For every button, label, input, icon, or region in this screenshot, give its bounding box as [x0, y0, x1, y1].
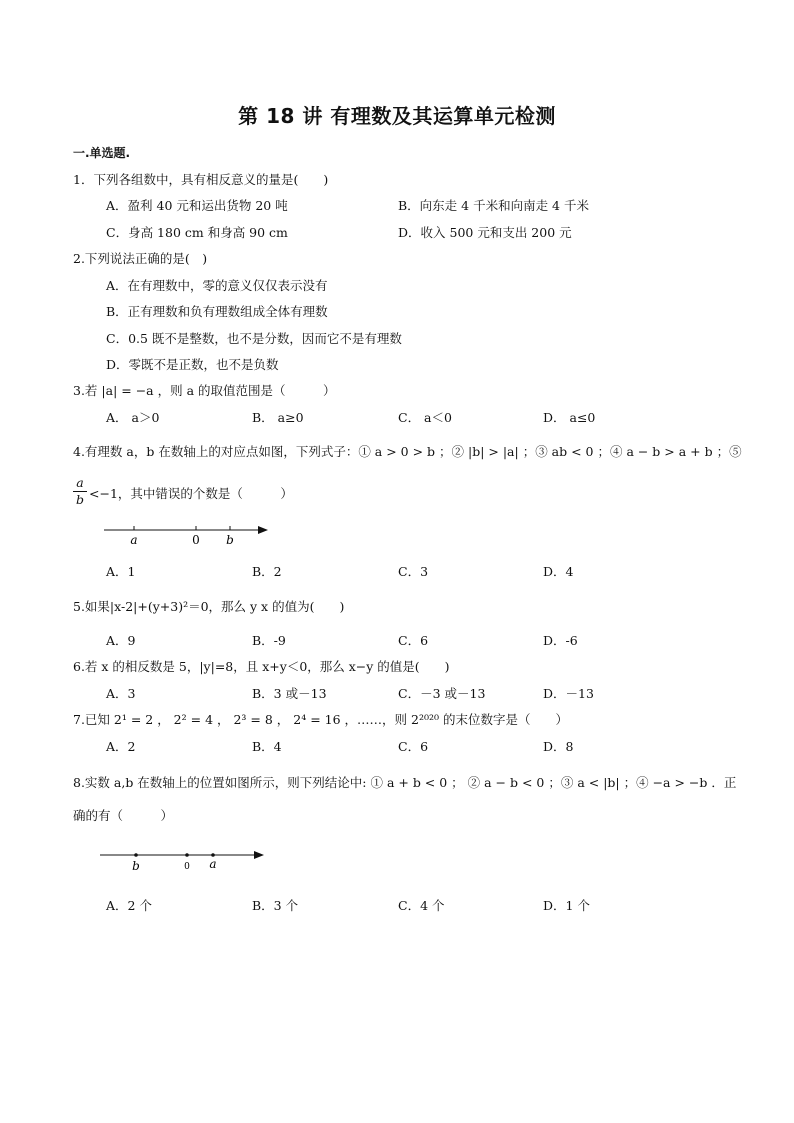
question-3-option-d[interactable]: D． a≤0 [543, 410, 596, 425]
fraction-denominator: b [75, 492, 84, 507]
question-4-option-b[interactable]: B．2 [252, 564, 282, 579]
question-2-option-b[interactable]: B．正有理数和负有理数组成全体有理数 [106, 304, 328, 319]
question-5-option-a[interactable]: A．9 [106, 633, 136, 648]
question-3-option-a[interactable]: A． a＞0 [106, 410, 160, 425]
question-2-stem: 2.下列说法正确的是( ) [73, 251, 208, 266]
question-6-option-c[interactable]: C．－3 或－13 [398, 686, 486, 701]
axis-label-zero: 0 [184, 862, 190, 872]
question-7-stem: 7.已知 2¹ = 2 ， 2² = 4 ， 2³ = 8 ， 2⁴ = 16 ，……，则 2²⁰²⁰ 的末位数字是（ ） [73, 712, 568, 727]
question-3-option-b[interactable]: B． a≥0 [252, 410, 304, 425]
question-5-option-b[interactable]: B．-9 [252, 633, 286, 648]
fraction-a-over-b [73, 476, 87, 507]
question-8-stem: 8.实数 a,b 在数轴上的位置如图所示，则下列结论中: ① a + b < 0 ； ② a − b < 0 ；③ a < |b| ；④ −a > −b ．正 [73, 775, 737, 790]
question-8-option-c[interactable]: C．4 个 [398, 898, 445, 913]
axis-arrow [254, 851, 264, 859]
question-6-option-b[interactable]: B．3 或－13 [252, 686, 327, 701]
point-zero [185, 853, 189, 857]
question-6-option-d[interactable]: D．－13 [543, 686, 594, 701]
fraction-numerator: a [76, 475, 84, 490]
question-1-option-a[interactable]: A．盈利 40 元和运出货物 20 吨 [106, 198, 288, 213]
question-1-option-c[interactable]: C．身高 180 cm 和身高 90 cm [106, 225, 288, 240]
question-8-option-a[interactable]: A．2 个 [106, 898, 152, 913]
question-5-option-c[interactable]: C．6 [398, 633, 429, 648]
question-7-option-a[interactable]: A．2 [106, 739, 136, 754]
question-6-option-a[interactable]: A．3 [106, 686, 136, 701]
question-7-option-d[interactable]: D．8 [543, 739, 574, 754]
section-heading: 一.单选题. [73, 146, 131, 160]
axis-label-a: a [209, 857, 217, 871]
point-b [134, 853, 138, 857]
question-5-option-d[interactable]: D．-6 [543, 633, 578, 648]
question-8-option-d[interactable]: D．1 个 [543, 898, 590, 913]
question-8-stem-continued: 确的有（ ） [73, 808, 174, 823]
question-1-option-d[interactable]: D．收入 500 元和支出 200 元 [398, 225, 572, 240]
axis-label-b: b [132, 859, 140, 873]
question-4-stem: 4.有理数 a，b 在数轴上的对应点如图，下列式子：① a > 0 > b ；② |b| > |a| ；③ ab < 0 ；④ a − b > a + b ；⑤ [73, 444, 742, 459]
question-1-stem: 1．下列各组数中，具有相反意义的量是( ) [73, 172, 329, 187]
axis-label-b: b [226, 533, 234, 547]
question-4-stem-continued: <−1，其中错误的个数是（ ） [89, 486, 293, 501]
number-line-q4 [100, 518, 275, 550]
question-6-stem: 6.若 x 的相反数是 5，|y|=8，且 x+y＜0，那么 x−y 的值是( ) [73, 659, 450, 674]
question-1-option-b[interactable]: B．向东走 4 千米和向南走 4 千米 [398, 198, 589, 213]
question-2-option-d[interactable]: D．零既不是正数，也不是负数 [106, 357, 279, 372]
question-2-option-c[interactable]: C．0.5 既不是整数，也不是分数，因而它不是有理数 [106, 331, 402, 346]
question-8-option-b[interactable]: B．3 个 [252, 898, 299, 913]
question-3-option-c[interactable]: C． a＜0 [398, 410, 452, 425]
number-line-q8 [96, 845, 271, 875]
question-3-stem: 3.若 |a| = −a ，则 a 的取值范围是（ ） [73, 383, 336, 398]
question-2-option-a[interactable]: A．在有理数中，零的意义仅仅表示没有 [106, 278, 328, 293]
axis-arrow [258, 526, 268, 534]
axis-label-zero: 0 [192, 533, 200, 547]
question-4-option-c[interactable]: C．3 [398, 564, 429, 579]
axis-label-a: a [130, 533, 138, 547]
question-7-option-b[interactable]: B．4 [252, 739, 282, 754]
question-4-option-a[interactable]: A．1 [106, 564, 136, 579]
page-title: 第 18 讲 有理数及其运算单元检测 [238, 104, 556, 128]
question-4-option-d[interactable]: D．4 [543, 564, 574, 579]
question-7-option-c[interactable]: C．6 [398, 739, 429, 754]
question-5-stem: 5.如果|x-2|+(y+3)²＝0，那么 y x 的值为( ) [73, 599, 345, 614]
